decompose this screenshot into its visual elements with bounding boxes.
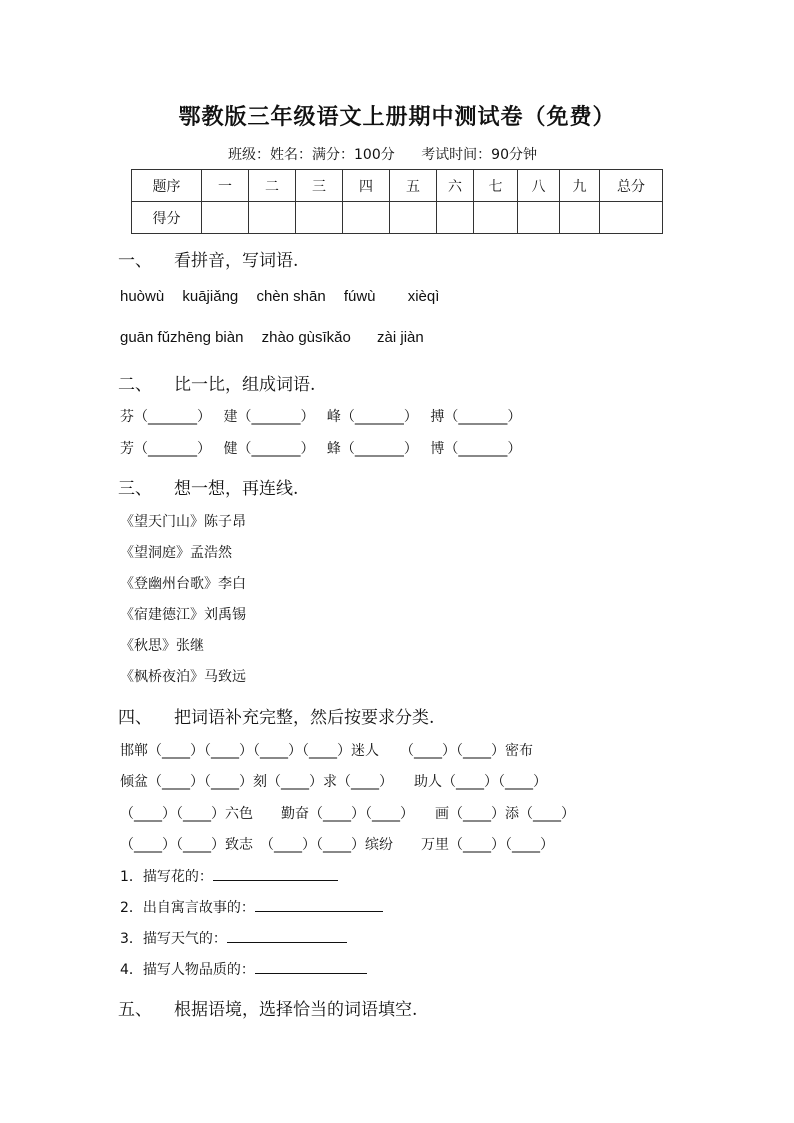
section-title: 想一想，再连线. xyxy=(174,479,299,499)
pinyin-word: huòwù xyxy=(120,288,165,305)
pinyin-row-1 xyxy=(120,288,453,305)
section-heading-4 xyxy=(118,703,434,728)
section-number: 三、 xyxy=(118,479,152,499)
score-cell[interactable] xyxy=(437,202,474,234)
score-cell[interactable] xyxy=(296,202,343,234)
classify-label: 3．描写天气的： xyxy=(120,931,227,947)
idiom-row-1[interactable]: 邯郸（____）（____）（____）（____）迷人 （____）（____）密布 xyxy=(120,743,533,759)
classify-item-2 xyxy=(120,897,383,917)
compare-item[interactable]: 芳（_______） xyxy=(120,441,211,457)
header-cell: 六 xyxy=(437,170,474,202)
compare-item[interactable]: 建（_______） xyxy=(223,409,315,425)
section-title: 根据语境，选择恰当的词语填空. xyxy=(174,1000,418,1020)
pinyin-word: kuājiǎng xyxy=(182,288,239,305)
page-title: 鄂教版三年级语文上册期中测试卷（免费） xyxy=(178,104,616,130)
row-label-cell: 得分 xyxy=(132,202,202,234)
score-cell[interactable] xyxy=(343,202,390,234)
answer-blank[interactable] xyxy=(227,928,347,943)
poem-item[interactable]: 《枫桥夜泊》马致远 xyxy=(120,669,246,685)
compare-item[interactable]: 峰（_______） xyxy=(326,409,418,425)
compare-item[interactable]: 蜂（_______） xyxy=(326,441,418,457)
score-cell[interactable] xyxy=(249,202,296,234)
classify-label: 1．描写花的： xyxy=(120,869,213,885)
compare-item[interactable]: 搏（_______） xyxy=(430,409,522,425)
compare-item[interactable]: 芬（_______） xyxy=(120,409,211,425)
pinyin-word: guān fǔzhēng biàn xyxy=(120,329,244,346)
score-cell[interactable] xyxy=(202,202,249,234)
compare-row-2 xyxy=(120,438,529,458)
header-cell: 一 xyxy=(202,170,249,202)
poem-item[interactable]: 《望洞庭》孟浩然 xyxy=(120,545,232,561)
idiom-row-4[interactable]: （____）（____）致志 （____）（____）缤纷 万里（____）（____） xyxy=(120,837,554,853)
pinyin-word: chèn shān xyxy=(256,288,326,305)
score-cell[interactable] xyxy=(474,202,518,234)
score-cell[interactable] xyxy=(390,202,437,234)
poem-item[interactable]: 《秋思》张继 xyxy=(120,638,204,654)
header-cell: 题序 xyxy=(132,170,202,202)
exam-time-label: 考试时间：90分钟 xyxy=(421,147,538,163)
header-cell: 五 xyxy=(390,170,437,202)
header-cell: 九 xyxy=(560,170,600,202)
pinyin-row-2 xyxy=(120,329,438,346)
poem-item[interactable]: 《宿建德江》刘禹锡 xyxy=(120,607,246,623)
classify-item-4 xyxy=(120,959,367,979)
score-table-score-row xyxy=(132,202,663,234)
classify-label: 2．出自寓言故事的： xyxy=(120,900,255,916)
answer-blank[interactable] xyxy=(255,959,367,974)
section-title: 把词语补充完整，然后按要求分类. xyxy=(174,708,435,728)
classify-item-3 xyxy=(120,928,347,948)
pinyin-word: fúwù xyxy=(343,288,376,305)
pinyin-word: zài jiàn xyxy=(377,329,424,346)
section-heading-3 xyxy=(118,474,298,499)
pinyin-word: xièqì xyxy=(407,288,440,305)
classify-label: 4．描写人物品质的： xyxy=(120,962,255,978)
section-heading-2 xyxy=(118,370,315,395)
classify-item-1 xyxy=(120,866,338,886)
section-title: 看拼音，写词语. xyxy=(174,251,299,271)
score-table-header-row xyxy=(132,170,663,202)
section-number: 五、 xyxy=(118,1000,152,1020)
class-name-score-label: 班级：姓名：满分：100分 xyxy=(228,147,395,163)
exam-info xyxy=(228,144,559,164)
header-cell: 七 xyxy=(474,170,518,202)
header-cell: 四 xyxy=(343,170,390,202)
header-cell: 三 xyxy=(296,170,343,202)
poem-item[interactable]: 《登幽州台歌》李白 xyxy=(120,576,246,592)
score-cell[interactable] xyxy=(600,202,663,234)
compare-item[interactable]: 健（_______） xyxy=(223,441,315,457)
score-cell[interactable] xyxy=(560,202,600,234)
poem-item[interactable]: 《望天门山》陈子昂 xyxy=(120,514,246,530)
section-number: 四、 xyxy=(118,708,152,728)
pinyin-word: zhào gùsīkǎo xyxy=(261,329,351,346)
answer-blank[interactable] xyxy=(255,897,383,912)
answer-blank[interactable] xyxy=(213,866,338,881)
header-cell: 总分 xyxy=(600,170,663,202)
compare-row-1 xyxy=(120,406,529,426)
header-cell: 八 xyxy=(518,170,560,202)
section-number: 二、 xyxy=(118,375,152,395)
score-table xyxy=(131,169,663,234)
section-number: 一、 xyxy=(118,251,152,271)
score-cell[interactable] xyxy=(518,202,560,234)
header-cell: 二 xyxy=(249,170,296,202)
idiom-row-2[interactable]: 倾盆（____）（____）刻（____）求（____） 助人（____）（____） xyxy=(120,774,547,790)
compare-item[interactable]: 博（_______） xyxy=(430,441,522,457)
idiom-row-3[interactable]: （____）（____）六色 勤奋（____）（____） 画（____）添（____） xyxy=(120,806,575,822)
section-heading-5 xyxy=(118,995,417,1020)
section-heading-1 xyxy=(118,246,298,271)
section-title: 比一比，组成词语. xyxy=(174,375,316,395)
